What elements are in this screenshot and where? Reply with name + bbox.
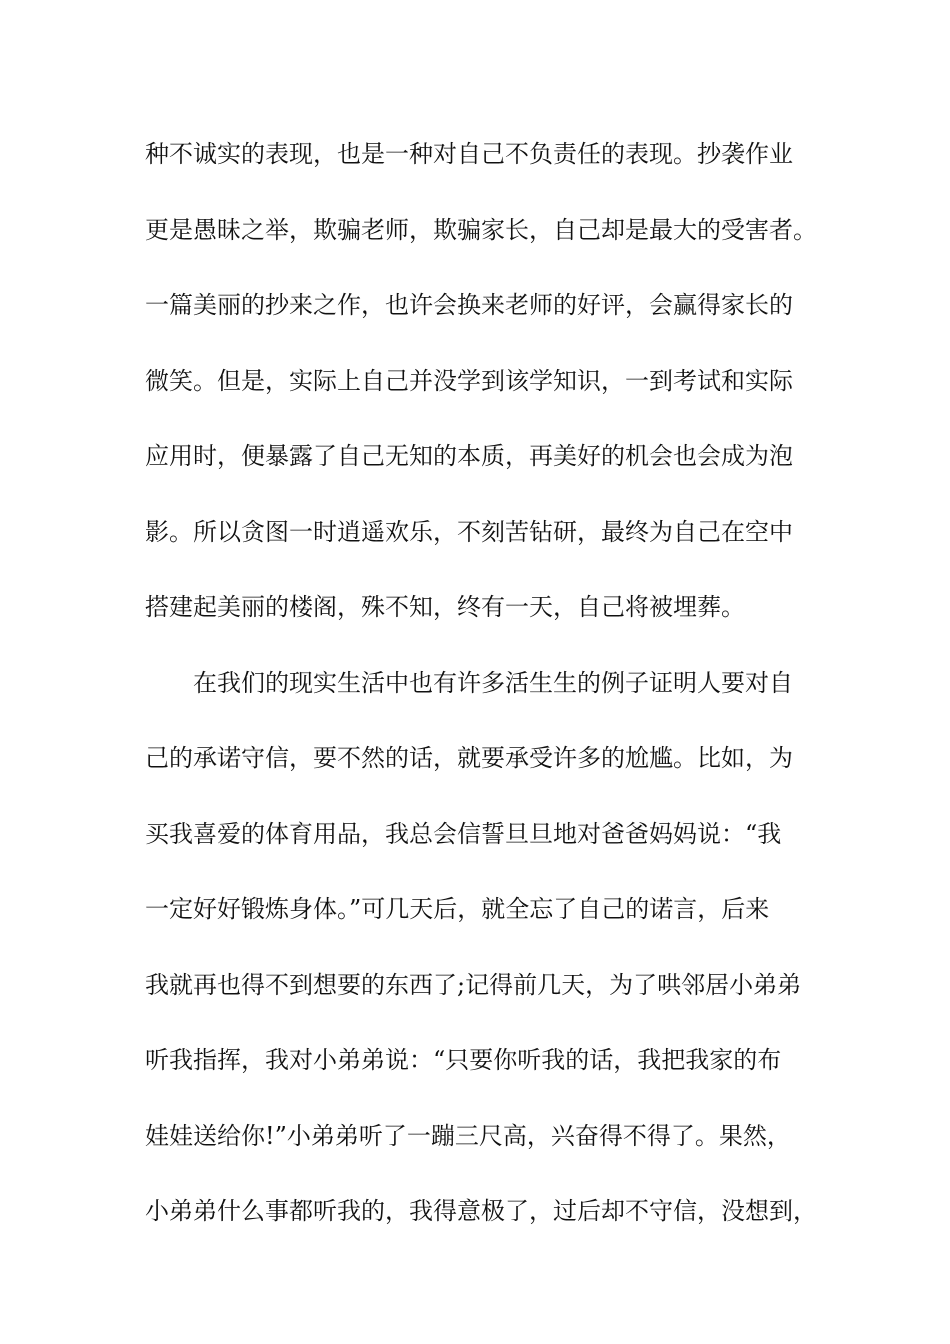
text-line: 微笑。但是，实际上自己并没学到该学知识，一到考试和实际 [145,366,793,395]
text-line: 种不诚实的表现，也是一种对自己不负责任的表现。抄袭作业 [145,140,793,168]
document-body [145,131,825,1264]
text-line: 搭建起美丽的楼阁，殊不知，终有一天，自己将被埋葬。 [145,593,745,621]
text-line: 应用时，便暴露了自己无知的本质，再美好的机会也会成为泡 [145,442,793,470]
paragraph-start-line: 在我们的现实生活中也有许多活生生的例子证明人要对自 [193,668,793,697]
text-line: 听我指挥，我对小弟弟说：“只要你听我的话，我把我家的布 [145,1046,782,1074]
text-line: 更是愚昧之举，欺骗老师，欺骗家长，自己却是最大的受害者。 [145,215,817,244]
text-line: 我就再也得不到想要的东西了;记得前几天，为了哄邻居小弟弟 [145,970,802,999]
text-line: 己的承诺守信，要不然的话，就要承受许多的尬尴。比如，为 [145,744,793,772]
text-line: 一篇美丽的抄来之作，也许会换来老师的好评，会赢得家长的 [145,291,793,319]
text-line: 一定好好锻炼身体。”可几天后，就全忘了自己的诺言，后来 [145,895,770,923]
text-line: 小弟弟什么事都听我的，我得意极了，过后却不守信，没想到， [145,1197,817,1225]
text-line: 买我喜爱的体育用品，我总会信誓旦旦地对爸爸妈妈说：“我 [145,819,782,848]
text-line: 影。所以贪图一时逍遥欢乐，不刻苦钻研，最终为自己在空中 [145,517,793,546]
text-line: 娃娃送给你!”小弟弟听了一蹦三尺高，兴奋得不得了。果然， [145,1121,791,1150]
